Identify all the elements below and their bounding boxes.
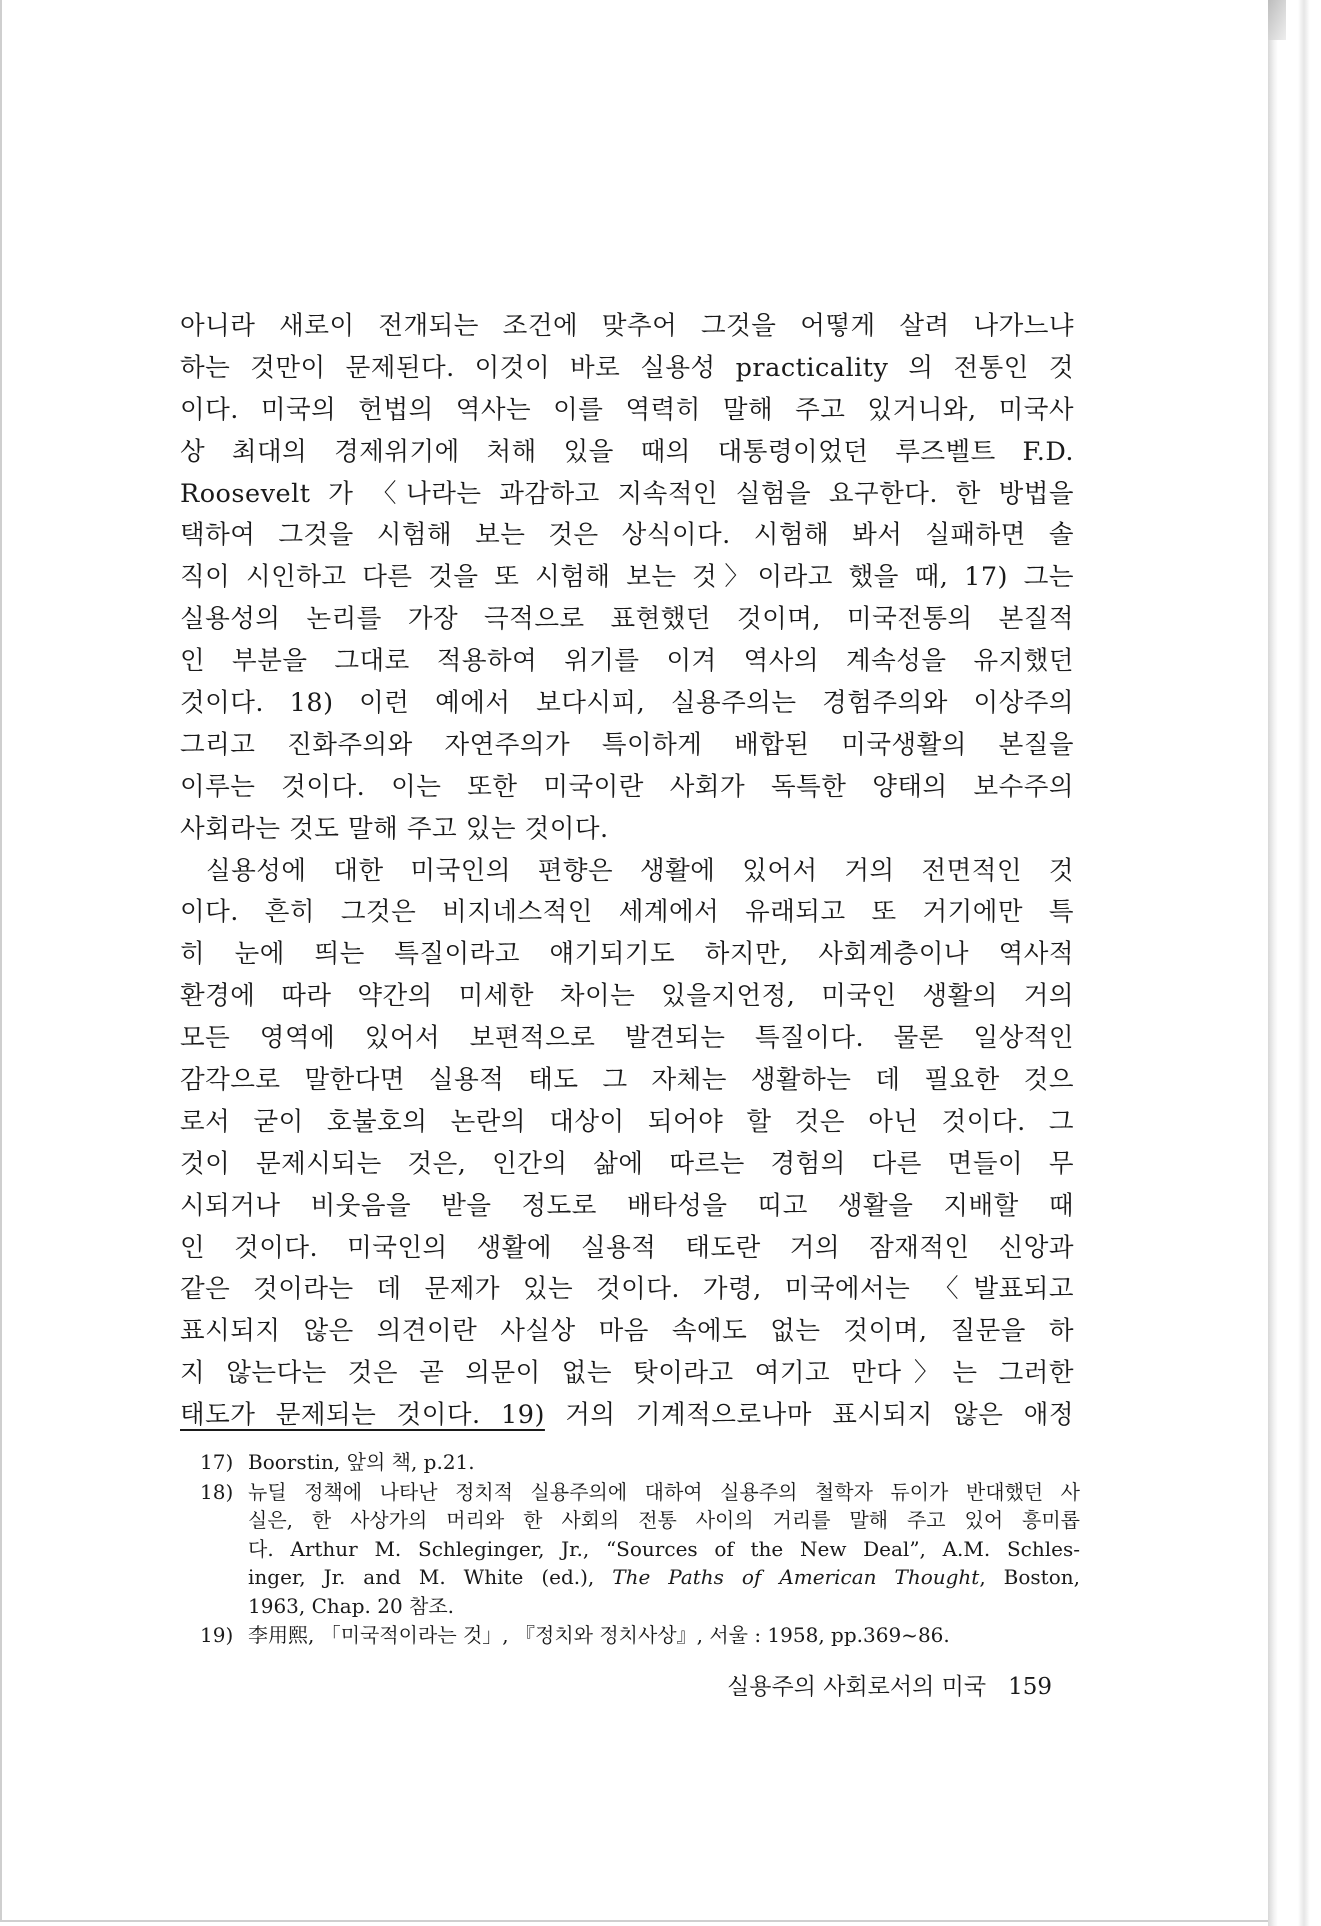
text-line: 인 것이다. 미국인의 생활에 실용적 태도란 거의 잠재적인 신앙과 bbox=[180, 1232, 1074, 1263]
text-line: 지 않는다는 것은 곧 의문이 없는 탓이라고 여기고 만다〉는 그러한 bbox=[180, 1358, 1074, 1389]
text-line: 것이 문제시되는 것은, 인간의 삶에 따르는 경험의 다른 면들이 무 bbox=[180, 1148, 1074, 1179]
footnote-text: 1963, Chap. 20 참조. bbox=[248, 1593, 455, 1618]
text-line: 택하여 그것을 시험해 보는 것은 상식이다. 시험해 봐서 실패하면 솔 bbox=[180, 520, 1074, 551]
text-line: 아니라 새로이 전개되는 조건에 맞추어 그것을 어떻게 살려 나가느냐 bbox=[180, 311, 1074, 341]
text-line: 모든 영역에 있어서 보편적으로 발견되는 특질이다. 물론 일상적인 bbox=[180, 1023, 1074, 1054]
text-line: 로서 굳이 호불호의 논란의 대상이 되어야 할 것은 아닌 것이다. 그 bbox=[180, 1106, 1074, 1137]
text-line: 상 최대의 경제위기에 처해 있을 때의 대통령이었던 루즈벨트 F.D. bbox=[180, 436, 1074, 467]
footnote-text: 뉴딜 정책에 나타난 정치적 실용주의에 대하여 실용주의 철학자 듀이가 반대했던 사 bbox=[248, 1479, 1080, 1504]
text-line: 사회라는 것도 말해 주고 있는 것이다. bbox=[180, 813, 609, 844]
running-title: 실용주의 사회로서의 미국 bbox=[727, 1674, 987, 1700]
paragraph-2 bbox=[180, 851, 1074, 1437]
footnote-text: Boorstin, 앞의 책, p.21. bbox=[248, 1450, 475, 1474]
text-line: 실용성에 대한 미국인의 편향은 생활에 있어서 거의 전면적인 것 bbox=[206, 855, 1074, 886]
text-line: 것이다. 18) 이런 예에서 보다시피, 실용주의는 경험주의와 이상주의 bbox=[180, 688, 1074, 719]
text-line: 이루는 것이다. 이는 또한 미국이란 사회가 독특한 양태의 보수주의 bbox=[180, 771, 1074, 802]
footnote-number: 19) bbox=[200, 1623, 234, 1647]
footnote-17 bbox=[200, 1448, 1080, 1477]
footnote-text: inger, Jr. and M. White (ed.), The Paths of American Thought, Boston, bbox=[248, 1565, 1080, 1589]
footnote-text: 다. Arthur M. Schleginger, Jr., “Sources of the New Deal”, A.M. Schles- bbox=[248, 1536, 1080, 1561]
text-line: 그리고 진화주의와 자연주의가 특이하게 배합된 미국생활의 본질을 bbox=[180, 729, 1074, 760]
footnotes bbox=[200, 1448, 1080, 1651]
text-line: 하는 것만이 문제된다. 이것이 바로 실용성 practicality 의 전통인 것 bbox=[180, 352, 1074, 383]
page-edge-shadow bbox=[1268, 0, 1321, 1926]
body-text bbox=[180, 306, 1074, 1437]
paragraph-1 bbox=[180, 306, 1074, 851]
footnote-19 bbox=[200, 1621, 1080, 1650]
footnote-text: 李用熙, 「미국적이라는 것」, 『정치와 정치사상』, 서울 : 1958, pp.369~86. bbox=[248, 1623, 950, 1647]
text-line: Roosevelt 가 〈나라는 과감하고 지속적인 실험을 요구한다. 한 방법을 bbox=[180, 478, 1074, 509]
running-footer bbox=[727, 1668, 1052, 1701]
underlined-text: 태도가 문제되는 것이다. 19) bbox=[180, 1400, 545, 1431]
text-line: 이다. 미국의 헌법의 역사는 이를 역력히 말해 주고 있거니와, 미국사 bbox=[180, 394, 1074, 425]
page-curl bbox=[1268, 0, 1286, 40]
text-line: 표시되지 않은 의견이란 사실상 마음 속에도 없는 것이며, 질문을 하 bbox=[180, 1316, 1074, 1347]
text-line: 환경에 따라 약간의 미세한 차이는 있을지언정, 미국인 생활의 거의 bbox=[180, 981, 1074, 1012]
text-line: 인 부분을 그대로 적용하여 위기를 이겨 역사의 계속성을 유지했던 bbox=[180, 646, 1074, 677]
footnote-number: 17) bbox=[200, 1450, 234, 1474]
footnote-number: 18) bbox=[200, 1479, 234, 1504]
page-number: 159 bbox=[1008, 1674, 1052, 1700]
text-line: 히 눈에 띄는 특질이라고 얘기되기도 하지만, 사회계층이나 역사적 bbox=[180, 939, 1074, 970]
text-line: 실용성의 논리를 가장 극적으로 표현했던 것이며, 미국전통의 본질적 bbox=[180, 604, 1074, 635]
book-title: The Paths of American Thought bbox=[612, 1565, 980, 1589]
footnote-18 bbox=[200, 1478, 1080, 1621]
text-span: 거의 기계적으로나마 표시되지 않은 애정 bbox=[544, 1400, 1074, 1431]
text-line: 감각으로 말한다면 실용적 태도 그 자체는 생활하는 데 필요한 것으 bbox=[180, 1065, 1074, 1096]
text-line: 이다. 흔히 그것은 비지네스적인 세계에서 유래되고 또 거기에만 특 bbox=[180, 897, 1074, 928]
text-line: 시되거나 비웃음을 받을 정도로 배타성을 띠고 생활을 지배할 때 bbox=[180, 1190, 1074, 1221]
text-line-with-underline bbox=[180, 1395, 1074, 1437]
text-line: 같은 것이라는 데 문제가 있는 것이다. 가령, 미국에서는 〈발표되고 bbox=[180, 1274, 1074, 1305]
text-line: 직이 시인하고 다른 것을 또 시험해 보는 것〉이라고 했을 때, 17) 그는 bbox=[180, 562, 1074, 593]
footnote-text: 실은, 한 사상가의 머리와 한 사회의 전통 사이의 거리를 말해 주고 있어 흥미롭 bbox=[248, 1508, 1080, 1532]
